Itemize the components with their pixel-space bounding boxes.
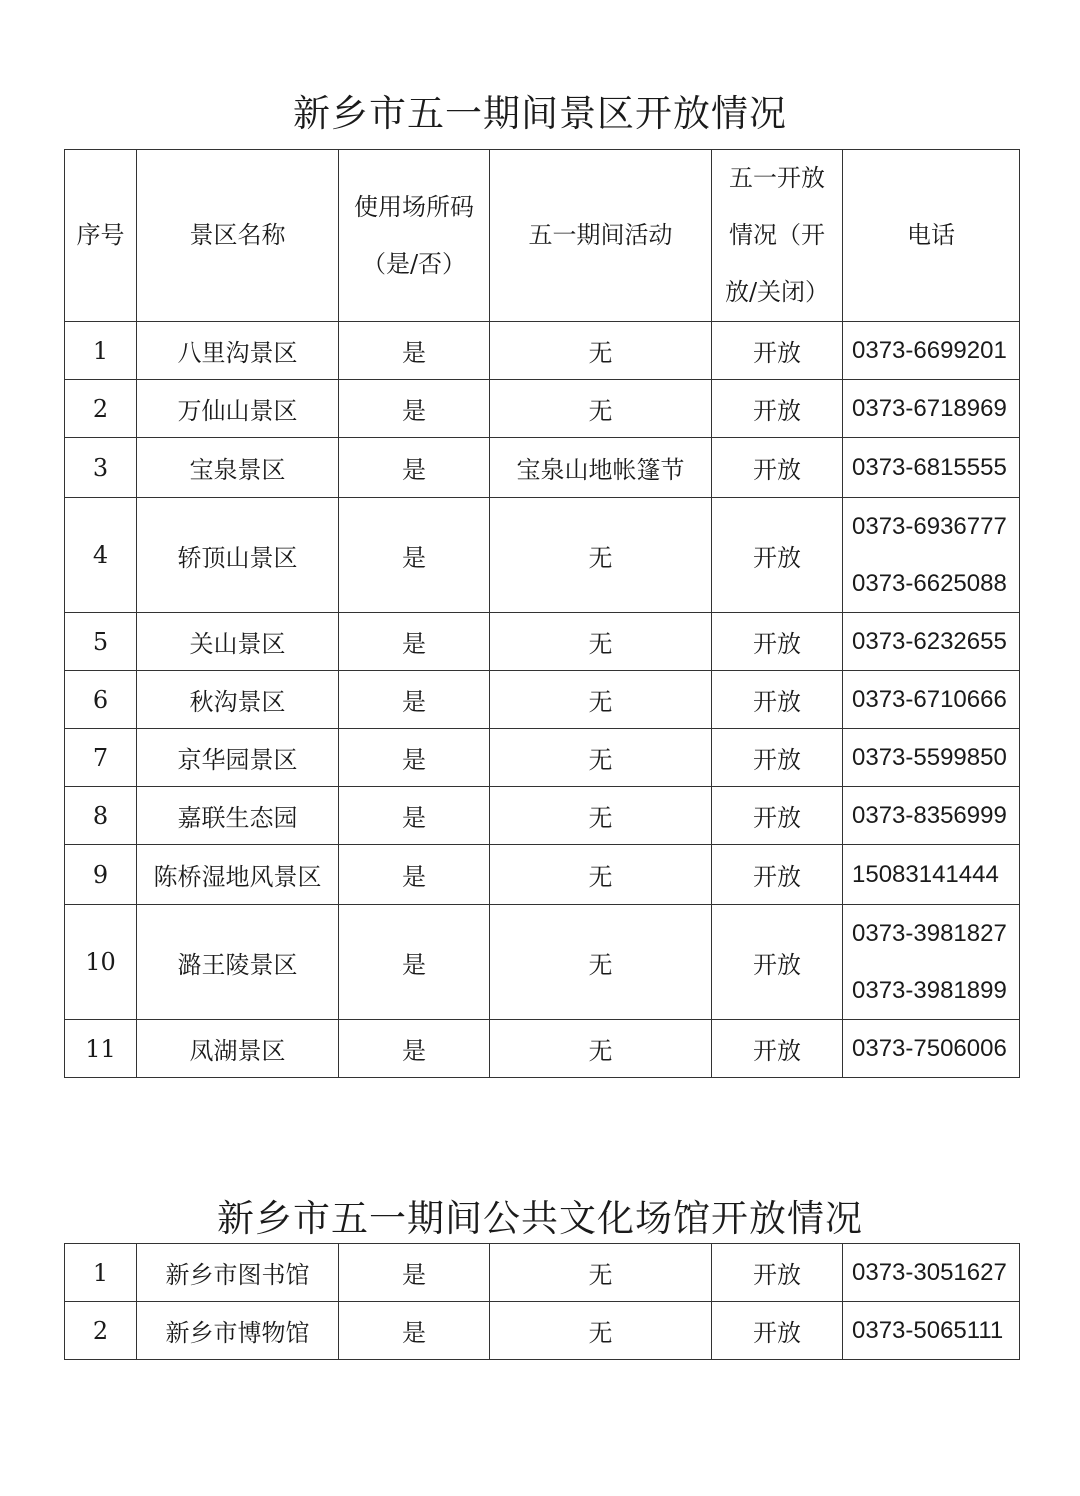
cell-no: 9 xyxy=(65,845,137,905)
cell-activity: 无 xyxy=(490,613,712,671)
phone-number: 0373-7506006 xyxy=(852,1035,1007,1062)
cell-phone xyxy=(843,1244,1020,1302)
phone-number: 15083141444 xyxy=(852,861,999,888)
cell-phone xyxy=(843,845,1020,905)
header-status xyxy=(712,150,843,322)
cell-name: 秋沟景区 xyxy=(137,671,339,729)
phone-number: 0373-5599850 xyxy=(852,744,1007,771)
cell-name: 新乡市图书馆 xyxy=(137,1244,339,1302)
scenic-table-title: 新乡市五一期间景区开放情况 xyxy=(293,92,787,135)
cell-status: 开放 xyxy=(712,845,843,905)
cell-activity: 无 xyxy=(490,671,712,729)
table-row xyxy=(65,322,1020,380)
cell-status: 开放 xyxy=(712,613,843,671)
cell-code: 是 xyxy=(339,1302,490,1360)
table-row xyxy=(65,1020,1020,1078)
cell-name: 京华园景区 xyxy=(137,729,339,787)
cell-phone xyxy=(843,1020,1020,1078)
cell-phone xyxy=(843,1302,1020,1360)
cell-no: 4 xyxy=(65,498,137,613)
table-row xyxy=(65,1244,1020,1302)
scenic-table xyxy=(64,149,1020,1078)
header-code xyxy=(339,150,490,322)
cell-activity: 无 xyxy=(490,787,712,845)
cell-code: 是 xyxy=(339,671,490,729)
cell-status: 开放 xyxy=(712,1020,843,1078)
cell-status: 开放 xyxy=(712,729,843,787)
header-status-line2: 情况（开 xyxy=(729,221,825,249)
header-code-line1: 使用场所码 xyxy=(354,192,474,221)
phone-number: 0373-5065111 xyxy=(852,1317,1004,1344)
header-activity: 五一期间活动 xyxy=(490,150,712,322)
cell-activity: 无 xyxy=(490,729,712,787)
table-row xyxy=(65,905,1020,1020)
cell-status: 开放 xyxy=(712,905,843,1020)
cell-code: 是 xyxy=(339,905,490,1020)
phone-number: 0373-6936777 xyxy=(852,513,1007,540)
cell-name: 凤湖景区 xyxy=(137,1020,339,1078)
cell-name: 八里沟景区 xyxy=(137,322,339,380)
cell-phone xyxy=(843,380,1020,438)
table-row xyxy=(65,787,1020,845)
cell-code: 是 xyxy=(339,322,490,380)
cell-no: 10 xyxy=(65,905,137,1020)
cell-name: 新乡市博物馆 xyxy=(137,1302,339,1360)
phone-number: 0373-6815555 xyxy=(852,454,1007,481)
phone-number: 0373-6718969 xyxy=(852,395,1007,422)
cell-code: 是 xyxy=(339,1020,490,1078)
table-row xyxy=(65,380,1020,438)
header-phone: 电话 xyxy=(843,150,1020,322)
header-status-line3: 放/关闭） xyxy=(724,278,830,306)
table-row xyxy=(65,729,1020,787)
cell-phone xyxy=(843,498,1020,613)
cell-code: 是 xyxy=(339,1244,490,1302)
cell-no: 6 xyxy=(65,671,137,729)
phone-number: 0373-6232655 xyxy=(852,628,1007,655)
cell-no: 1 xyxy=(65,322,137,380)
cell-name: 轿顶山景区 xyxy=(137,498,339,613)
cell-name: 嘉联生态园 xyxy=(137,787,339,845)
cell-status: 开放 xyxy=(712,787,843,845)
cell-phone xyxy=(843,671,1020,729)
cell-activity: 无 xyxy=(490,1020,712,1078)
phone-number: 0373-3981827 xyxy=(852,920,1007,947)
cell-activity: 无 xyxy=(490,322,712,380)
cell-code: 是 xyxy=(339,845,490,905)
cell-status: 开放 xyxy=(712,1244,843,1302)
cell-no: 8 xyxy=(65,787,137,845)
cell-phone xyxy=(843,438,1020,498)
cell-activity: 无 xyxy=(490,1244,712,1302)
cell-no: 5 xyxy=(65,613,137,671)
cell-status: 开放 xyxy=(712,1302,843,1360)
cell-activity: 无 xyxy=(490,905,712,1020)
cell-no: 2 xyxy=(65,1302,137,1360)
phone-number: 0373-6699201 xyxy=(852,337,1007,364)
cell-code: 是 xyxy=(339,787,490,845)
cell-code: 是 xyxy=(339,498,490,613)
table-row xyxy=(65,845,1020,905)
cell-name: 万仙山景区 xyxy=(137,380,339,438)
cell-no: 1 xyxy=(65,1244,137,1302)
table-header-row xyxy=(65,150,1020,322)
cell-phone xyxy=(843,613,1020,671)
cell-phone xyxy=(843,787,1020,845)
cell-activity: 无 xyxy=(490,498,712,613)
cell-name: 宝泉景区 xyxy=(137,438,339,498)
phone-number: 0373-6710666 xyxy=(852,686,1007,713)
cell-activity: 宝泉山地帐篷节 xyxy=(490,438,712,498)
cell-code: 是 xyxy=(339,438,490,498)
cell-phone xyxy=(843,322,1020,380)
cell-name: 陈桥湿地风景区 xyxy=(137,845,339,905)
cell-activity: 无 xyxy=(490,845,712,905)
cell-activity: 无 xyxy=(490,1302,712,1360)
culture-table-title: 新乡市五一期间公共文化场馆开放情况 xyxy=(217,1197,863,1240)
cell-name: 关山景区 xyxy=(137,613,339,671)
cell-code: 是 xyxy=(339,380,490,438)
header-code-line2: （是/否） xyxy=(361,249,467,278)
table-row xyxy=(65,613,1020,671)
header-name: 景区名称 xyxy=(137,150,339,322)
cell-phone xyxy=(843,905,1020,1020)
header-status-line1: 五一开放 xyxy=(729,164,825,192)
table-row xyxy=(65,671,1020,729)
phone-number: 0373-3981899 xyxy=(852,977,1007,1004)
table-row xyxy=(65,438,1020,498)
cell-name: 潞王陵景区 xyxy=(137,905,339,1020)
header-no: 序号 xyxy=(65,150,137,322)
cell-code: 是 xyxy=(339,729,490,787)
cell-no: 2 xyxy=(65,380,137,438)
cell-status: 开放 xyxy=(712,498,843,613)
cell-status: 开放 xyxy=(712,671,843,729)
cell-status: 开放 xyxy=(712,322,843,380)
cell-phone xyxy=(843,729,1020,787)
culture-table xyxy=(64,1243,1020,1360)
cell-no: 7 xyxy=(65,729,137,787)
cell-status: 开放 xyxy=(712,380,843,438)
phone-number: 0373-3051627 xyxy=(852,1259,1007,1286)
cell-activity: 无 xyxy=(490,380,712,438)
phone-number: 0373-8356999 xyxy=(852,802,1007,829)
cell-no: 3 xyxy=(65,438,137,498)
phone-number: 0373-6625088 xyxy=(852,570,1007,597)
cell-status: 开放 xyxy=(712,438,843,498)
cell-no: 11 xyxy=(65,1020,137,1078)
cell-code: 是 xyxy=(339,613,490,671)
table-row xyxy=(65,498,1020,613)
table-row xyxy=(65,1302,1020,1360)
